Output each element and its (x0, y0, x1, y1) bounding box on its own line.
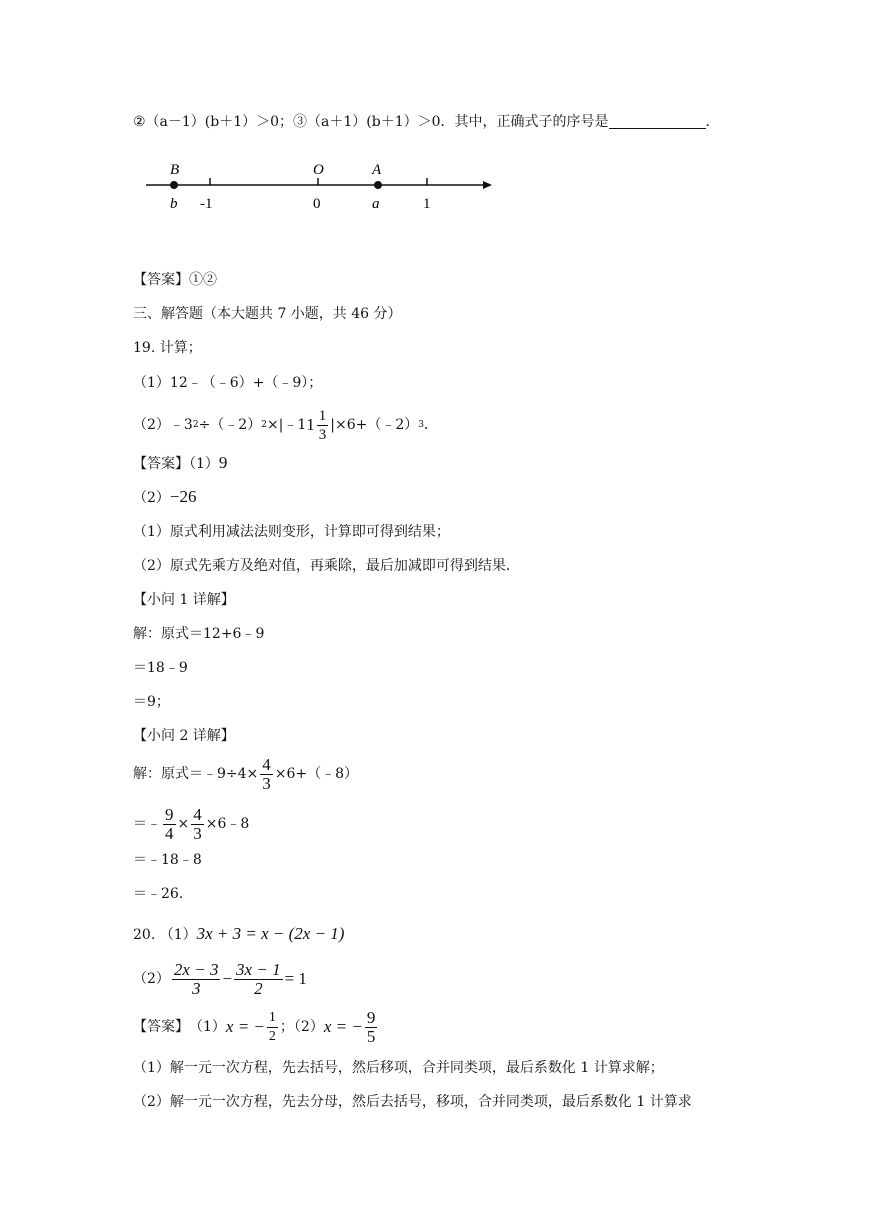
label-a: a (372, 196, 380, 212)
q19-detail2-title: 【小问 2 详解】 (133, 728, 235, 744)
label-1: 1 (423, 196, 431, 212)
label-B: B (170, 162, 180, 178)
q20-part2: （2） $\frac{2x - 3}{3}$ − $\frac{3x - 1}{2}$ = 1 (133, 959, 307, 998)
q18-condition-text: ②（a－1）(b＋1）＞0；③（a＋1）(b＋1）＞0．其中，正确式子的序号是 (133, 114, 609, 130)
q19-detail1-title: 【小问 1 详解】 (133, 592, 235, 608)
q20-hint2: （2）解一元一次方程，先去分母，然后去括号，移项，合并同类项，最后系数化 1 计算求 (133, 1094, 692, 1110)
label-O: O (313, 162, 324, 178)
point-b (170, 181, 178, 189)
q19-detail1-line: ＝9； (133, 694, 170, 710)
section-title: 三、解答题（本大题共 7 小题，共 46 分） (133, 306, 402, 322)
q19-detail2-line3: ＝﹣18﹣8 (133, 852, 202, 868)
q19-detail2-line4: ＝﹣26． (133, 886, 193, 902)
label-A: A (372, 162, 382, 178)
label-b: b (170, 196, 178, 212)
label-0: 0 (313, 196, 321, 212)
q18-condition-end: ． (705, 114, 720, 130)
q19-answer-line1: 【答案】（1）9 (133, 453, 228, 472)
q19-detail2-line1: 解：原式＝﹣9÷4× $\frac{4}{3}$ ×6+（﹣8） (133, 754, 359, 793)
answer-value: ①② (189, 272, 217, 288)
q18-answer (133, 270, 217, 290)
q20-part1: 20. （1）3x + 3 = x − (2x − 1) (133, 924, 345, 943)
q19-hint2: （2）原式先乘方及绝对值，再乘除，最后加减即可得到结果． (133, 558, 520, 574)
q18-condition-line (133, 112, 720, 132)
q20-answer: 【答案】 （1） x = − $\frac{1}{2}$ ；（2） x = − $\frac{9}{5}$ (133, 1007, 376, 1046)
q19-detail1-line: 解：原式＝12+6﹣9 (133, 626, 265, 642)
answer-tag: 【答案】 (133, 272, 189, 288)
q19-part2: （2）﹣3 2 ÷（﹣2） 2 ×|﹣1 1 $\frac{1}{3}$ |×6+（﹣2） 3 ． (133, 407, 439, 443)
q20-hint1: （1）解一元一次方程，先去括号，然后移项，合并同类项，最后系数化 1 计算求解； (133, 1060, 664, 1076)
q19-detail1-line: ＝18﹣9 (133, 660, 188, 676)
q19-detail2-line2: ＝﹣ $\frac{9}{4}$ × $\frac{4}{3}$ ×6﹣8 (133, 804, 250, 843)
mixed-number: 1 $\frac{1}{3}$ (306, 407, 327, 443)
label-minus1: -1 (200, 196, 213, 212)
q19-hint1: （1）原式利用减法法则变形，计算即可得到结果； (133, 524, 450, 540)
number-line (140, 155, 500, 215)
answer-blank (609, 114, 706, 129)
q19-part1: （1）12﹣（﹣6）+（﹣9）； (133, 375, 323, 391)
q19-answer-line2: （2）−26 (133, 487, 197, 506)
point-a (374, 181, 382, 189)
q19-heading: 19. 计算； (133, 340, 202, 356)
